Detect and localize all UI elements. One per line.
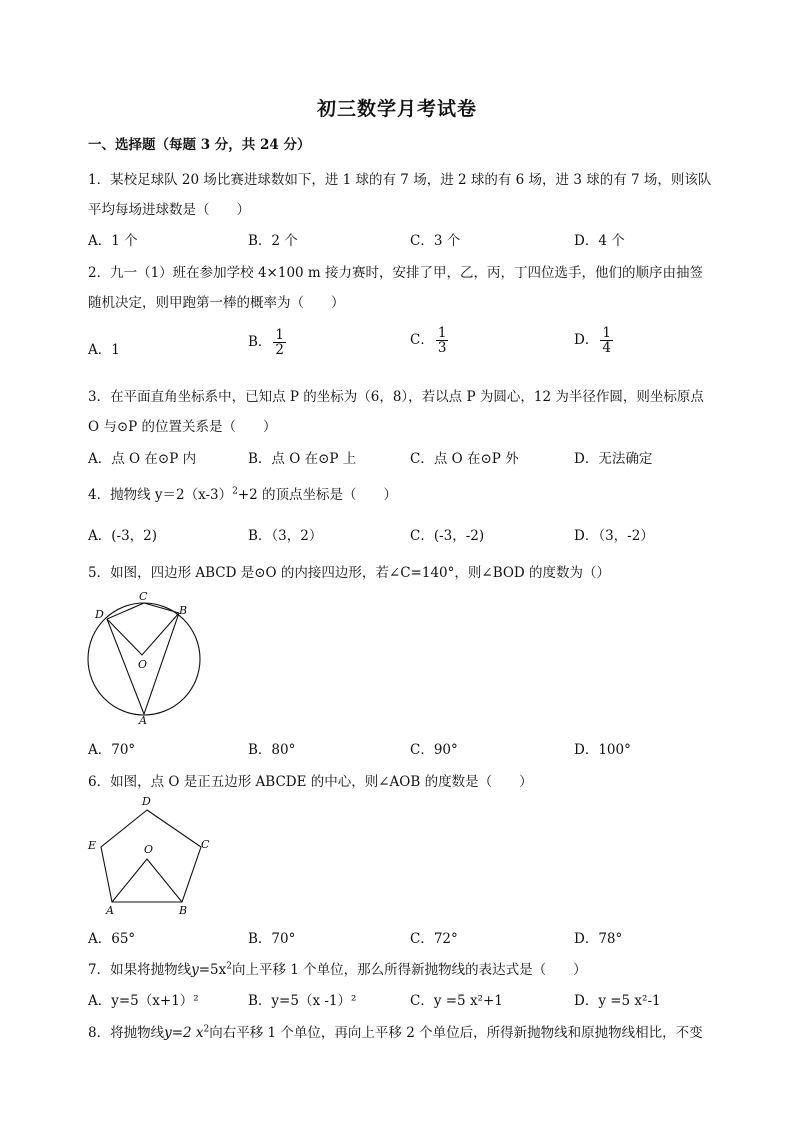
q4-text (88, 483, 397, 503)
q1-option-b: B．2 个 (248, 233, 298, 249)
pentagon-abcde (101, 810, 201, 902)
label-o: O (144, 843, 154, 856)
label-e: E (88, 839, 97, 852)
q4-option-b: B．（3，2） (248, 528, 323, 544)
fraction-one-fourth (600, 326, 613, 355)
fraction-numerator: 1 (437, 325, 447, 341)
fraction-one-half (273, 328, 286, 357)
fraction-denominator: 2 (275, 342, 285, 359)
q1-option-d: D．4 个 (574, 233, 625, 249)
q1-text-line1: 1．某校足球队 20 场比赛进球数如下，进 1 球的有 7 场，进 2 球的有 6 场，进 3 球的有 7 场，则该队 (88, 172, 712, 188)
q1-option-c: C．3 个 (410, 233, 461, 249)
fraction-denominator: 3 (437, 340, 447, 357)
label-a: A (139, 714, 147, 727)
q7-text-suffix: 向上平移 1 个单位，那么所得新抛物线的表达式是（ ） (231, 962, 587, 978)
q4-option-d: D．（3，-2） (574, 528, 654, 544)
label-b: B (179, 604, 188, 617)
q3-option-d: D．无法确定 (574, 451, 653, 467)
quad-edge-dcb (107, 603, 179, 619)
fraction-denominator: 4 (602, 340, 611, 357)
q5-text: 5．如图，四边形 ABCD 是⊙O 的内接四边形，若∠C=140°，则∠BOD 的度数为（） (88, 565, 611, 581)
q4-exponent: 2 (232, 486, 238, 497)
fraction-numerator: 1 (275, 327, 285, 343)
q5-option-b: B．80° (248, 742, 296, 758)
q5-option-d: D．100° (574, 742, 631, 758)
q6-pentagon-figure (84, 792, 214, 918)
q7-exponent: 2 (226, 961, 232, 972)
q8-expression: y=2 x (164, 1025, 204, 1041)
label-d: D (142, 795, 151, 808)
label-a: A (106, 904, 114, 917)
q3-option-a: A．点 O 在⊙P 内 (88, 451, 197, 467)
q3-text-line1: 3．在平面直角坐标系中，已知点 P 的坐标为（6，8），若以点 P 为圆心，12 为半径作圆，则坐标原点 (88, 389, 704, 405)
q7-text-prefix: 7．如果将抛物线 (88, 962, 192, 978)
label-c: C (139, 590, 148, 603)
q4-option-a: A．(-3，2) (88, 528, 158, 544)
q7-option-a: A．y=5（x+1）² (88, 993, 199, 1009)
q2-option-d (574, 326, 613, 355)
label-c: C (201, 838, 210, 851)
q7-var-y: y (191, 962, 199, 978)
q8-text-suffix: 向右平移 1 个单位，再向上平移 2 个单位后，所得新抛物线和原抛物线相比，不变 (209, 1025, 703, 1041)
q5-circle-figure (82, 588, 212, 728)
q6-option-a: A．65° (88, 931, 136, 947)
q1-text-line2: 平均每场进球数是（ ） (88, 202, 250, 218)
q7-text (88, 958, 587, 978)
q6-text: 6．如图，点 O 是正五边形 ABCDE 的中心，则∠AOB 的度数是（ ） (88, 774, 533, 790)
q2-option-c-prefix: C． (410, 332, 434, 349)
label-b: B (179, 904, 188, 917)
fraction-one-third (436, 326, 449, 355)
q2-option-a: A．1 (88, 342, 120, 358)
q1-option-a: A．1 个 (88, 233, 138, 249)
q2-option-b-prefix: B． (248, 334, 272, 351)
q4-text-suffix: +2 的顶点坐标是（ ） (237, 487, 398, 503)
q2-option-b (248, 328, 286, 357)
section-heading: 一、选择题（每题 3 分，共 24 分） (88, 137, 311, 153)
triangle-aob (112, 859, 182, 902)
q8-text (88, 1021, 703, 1041)
q2-option-c (410, 326, 448, 355)
q8-text-prefix: 8．将抛物线 (88, 1025, 165, 1041)
q7-option-b: B．y=5（x -1）² (248, 993, 357, 1009)
page-title: 初三数学月考试卷 (316, 98, 477, 120)
q7-option-c: C．y =5 x²+1 (410, 993, 503, 1009)
q5-option-a: A．70° (88, 742, 136, 758)
fraction-numerator: 1 (602, 325, 611, 341)
q4-text-prefix: 4．抛物线 y＝2（x-3） (88, 487, 233, 503)
q3-option-b: B．点 O 在⊙P 上 (248, 451, 357, 467)
q3-text-line2: O 与⊙P 的位置关系是（ ） (88, 419, 277, 435)
q6-option-c: C．72° (410, 931, 458, 947)
q2-text-line1: 2．九一（1）班在参加学校 4×100 m 接力赛时，安排了甲，乙，丙，丁四位选手，他们的顺序由抽签 (88, 265, 704, 281)
label-d: D (95, 608, 104, 621)
label-o: O (138, 658, 148, 671)
q5-option-c: C．90° (410, 742, 458, 758)
q2-text-line2: 随机决定，则甲跑第一棒的概率为（ ） (88, 295, 345, 311)
q6-option-b: B．70° (248, 931, 296, 947)
q2-option-d-prefix: D． (574, 332, 599, 349)
radii-od-ob (107, 613, 179, 655)
q3-option-c: C．点 O 在⊙P 外 (410, 451, 519, 467)
q7-expression: =5x (198, 962, 227, 978)
q6-option-d: D．78° (574, 931, 623, 947)
q4-option-c: C．(-3，-2) (410, 528, 485, 544)
q8-exponent: 2 (203, 1024, 210, 1035)
q7-option-d: D．y =5 x²-1 (574, 993, 661, 1009)
